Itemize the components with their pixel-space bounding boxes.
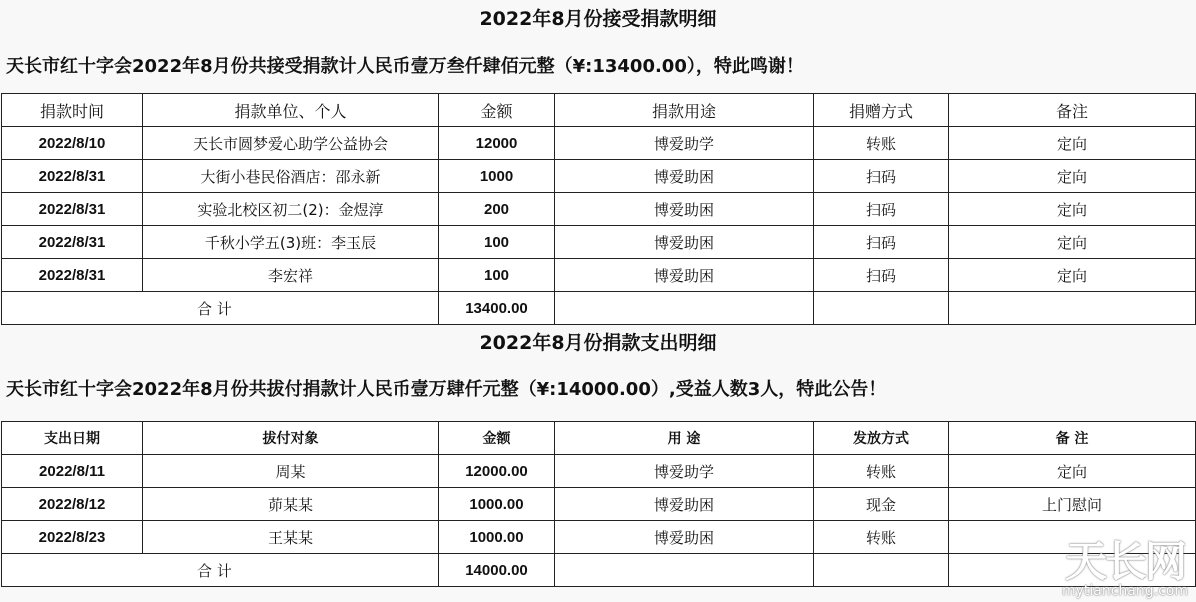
income-col-donor: 捐款单位、个人 <box>143 94 439 127</box>
expense-method-cell: 现金 <box>814 488 949 521</box>
income-donor-cell: 天长市圆梦爱心助学公益协会 <box>143 127 439 160</box>
table-row <box>2 193 1196 226</box>
income-method-cell: 扫码 <box>814 193 949 226</box>
expense-header-row <box>2 422 1196 455</box>
expense-title: 2022年8月份捐款支出明细 <box>479 332 717 354</box>
watermark-url: mytianchang.com <box>1061 583 1188 599</box>
expense-col-date: 支出日期 <box>2 422 143 455</box>
income-method-cell: 扫码 <box>814 160 949 193</box>
income-purpose-cell: 博爱助学 <box>555 127 814 160</box>
expense-method-cell: 转账 <box>814 521 949 554</box>
expense-recipient-cell: 王某某 <box>143 521 439 554</box>
expense-total-value: 14000.00 <box>439 554 555 587</box>
income-donor-cell: 李宏祥 <box>143 259 439 292</box>
income-method-cell: 扫码 <box>814 226 949 259</box>
expense-table <box>1 421 1196 587</box>
empty-cell <box>814 292 949 325</box>
table-row <box>2 488 1196 521</box>
expense-amount-cell: 1000.00 <box>439 488 555 521</box>
expense-recipient-cell: 周某 <box>143 455 439 488</box>
income-note-cell: 定向 <box>949 127 1196 160</box>
income-date-cell: 2022/8/31 <box>2 160 143 193</box>
site-watermark <box>1061 537 1188 599</box>
income-note-cell: 定向 <box>949 193 1196 226</box>
table-row <box>2 455 1196 488</box>
income-purpose-cell: 博爱助困 <box>555 193 814 226</box>
income-col-amount: 金额 <box>439 94 555 127</box>
income-purpose-cell: 博爱助困 <box>555 259 814 292</box>
income-note-cell: 定向 <box>949 226 1196 259</box>
expense-col-amount: 金额 <box>439 422 555 455</box>
table-row <box>2 160 1196 193</box>
income-method-cell: 转账 <box>814 127 949 160</box>
income-date-cell: 2022/8/10 <box>2 127 143 160</box>
income-purpose-cell: 博爱助困 <box>555 160 814 193</box>
income-method-cell: 扫码 <box>814 259 949 292</box>
empty-cell <box>555 554 814 587</box>
expense-note-cell: 上门慰问 <box>949 488 1196 521</box>
empty-cell <box>949 292 1196 325</box>
income-total-row <box>2 292 1196 325</box>
expense-col-method: 发放方式 <box>814 422 949 455</box>
expense-col-recipient: 拔付对象 <box>143 422 439 455</box>
income-col-purpose: 捐款用途 <box>555 94 814 127</box>
income-col-note: 备注 <box>949 94 1196 127</box>
income-date-cell: 2022/8/31 <box>2 193 143 226</box>
empty-cell <box>555 292 814 325</box>
income-table <box>1 93 1196 325</box>
income-amount-cell: 200 <box>439 193 555 226</box>
table-row <box>2 259 1196 292</box>
income-title: 2022年8月份接受捐款明细 <box>479 8 717 30</box>
income-purpose-cell: 博爱助困 <box>555 226 814 259</box>
income-donor-cell: 千秋小学五(3)班：李玉辰 <box>143 226 439 259</box>
income-header-row <box>2 94 1196 127</box>
expense-recipient-cell: 茆某某 <box>143 488 439 521</box>
income-total-label: 合 计 <box>2 292 439 325</box>
expense-amount-cell: 1000.00 <box>439 521 555 554</box>
expense-col-note: 备 注 <box>949 422 1196 455</box>
table-row <box>2 521 1196 554</box>
expense-amount-cell: 12000.00 <box>439 455 555 488</box>
expense-total-row <box>2 554 1196 587</box>
income-col-method: 捐赠方式 <box>814 94 949 127</box>
table-row <box>2 226 1196 259</box>
income-amount-cell: 12000 <box>439 127 555 160</box>
expense-method-cell: 转账 <box>814 455 949 488</box>
income-donor-cell: 实验北校区初二(2)：金煜淳 <box>143 193 439 226</box>
income-date-cell: 2022/8/31 <box>2 259 143 292</box>
expense-date-cell: 2022/8/23 <box>2 521 143 554</box>
income-note-cell: 定向 <box>949 259 1196 292</box>
income-amount-cell: 100 <box>439 259 555 292</box>
expense-purpose-cell: 博爱助学 <box>555 455 814 488</box>
income-note-cell: 定向 <box>949 160 1196 193</box>
watermark-logo: 天长网 <box>1064 537 1185 586</box>
income-total-value: 13400.00 <box>439 292 555 325</box>
table-row <box>2 127 1196 160</box>
empty-cell <box>814 554 949 587</box>
income-donor-cell: 大街小巷民俗酒店：邵永新 <box>143 160 439 193</box>
expense-date-cell: 2022/8/11 <box>2 455 143 488</box>
expense-intro: 天长市红十字会2022年8月份共拔付捐款计人民币壹万肆仟元整（¥:14000.00）,受益人数3人，特此公告！ <box>6 379 887 400</box>
expense-note-cell: 定向 <box>949 455 1196 488</box>
income-col-date: 捐款时间 <box>2 94 143 127</box>
expense-purpose-cell: 博爱助困 <box>555 521 814 554</box>
income-amount-cell: 1000 <box>439 160 555 193</box>
expense-col-purpose: 用 途 <box>555 422 814 455</box>
income-amount-cell: 100 <box>439 226 555 259</box>
expense-date-cell: 2022/8/12 <box>2 488 143 521</box>
expense-total-label: 合 计 <box>2 554 439 587</box>
income-date-cell: 2022/8/31 <box>2 226 143 259</box>
expense-purpose-cell: 博爱助困 <box>555 488 814 521</box>
income-intro: 天长市红十字会2022年8月份共接受捐款计人民币壹万叁仟肆佰元整（¥:13400.00），特此鸣谢！ <box>6 56 804 77</box>
